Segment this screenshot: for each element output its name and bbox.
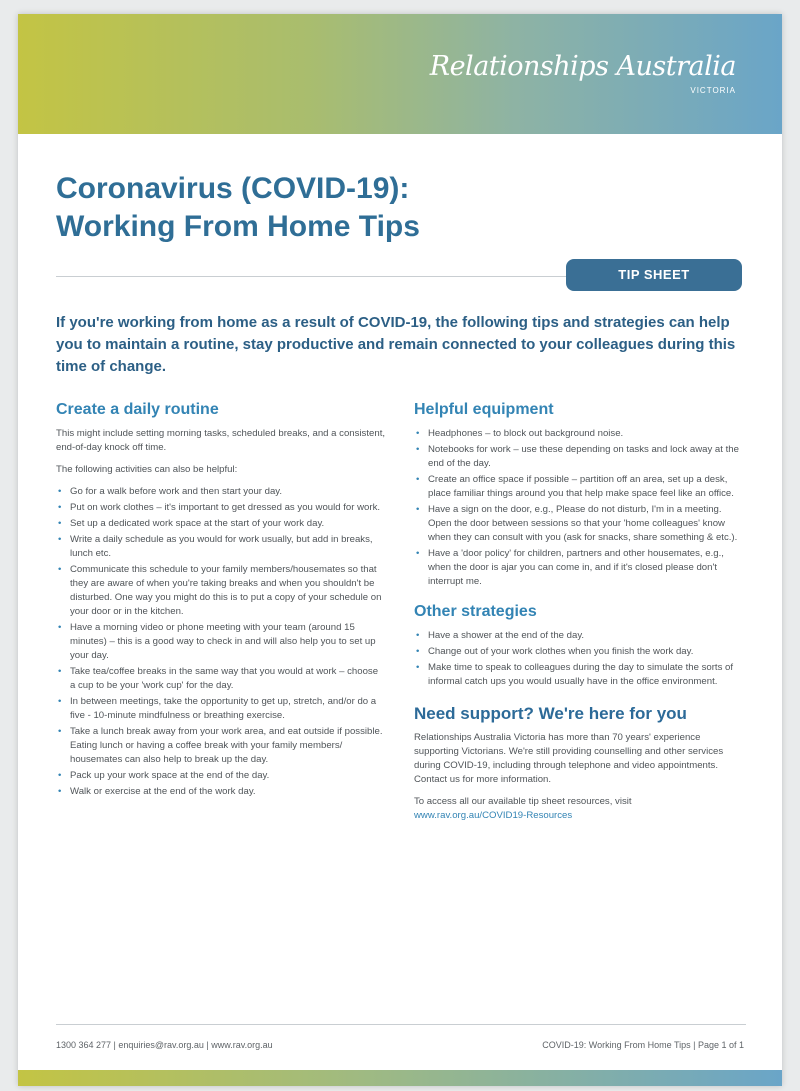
resources-paragraph (414, 795, 744, 823)
intro-paragraph: If you're working from home as a result of COVID-19, the following tips and strategies can help you to maintain a routine, stay productive and remain connected to your colleagues during this time of change. (56, 314, 736, 375)
list-item: • Walk or exercise at the end of the work day. (56, 785, 386, 799)
list-item: • Make time to speak to colleagues during the day to simulate the sorts of informal catch ups you would usually have in the office environment. (414, 661, 744, 689)
footer-band (18, 1070, 782, 1086)
list-item: • Change out of your work clothes when you finish the work day. (414, 645, 744, 659)
footer-divider (56, 1024, 746, 1025)
list-item: • Have a morning video or phone meeting with your team (around 15 minutes) – this is a good way to check in and will also help you to set up your day. (56, 621, 386, 663)
document-page (18, 14, 782, 1086)
list-item: • Take tea/coffee breaks in the same way that you would at work – choose a cup to be your 'work cup' for the day. (56, 665, 386, 693)
footer-contact: 1300 364 277 | enquiries@rav.org.au | www.rav.org.au (56, 1040, 273, 1050)
equipment-heading: Helpful equipment (414, 401, 554, 418)
list-item: • Go for a walk before work and then start your day. (56, 485, 386, 499)
title-line-2: Working From Home Tips (56, 210, 420, 243)
list-item: • Headphones – to block out background noise. (414, 427, 744, 441)
right-column (414, 399, 744, 831)
title-divider (56, 276, 566, 277)
list-item: • Notebooks for work – use these depending on tasks and lock away at the end of the day. (414, 443, 744, 471)
list-item: • Have a shower at the end of the day. (414, 629, 744, 643)
routine-lead-in: The following activities can also be helpful: (56, 464, 238, 475)
page-title (56, 170, 656, 246)
list-item: • Take a lunch break away from your work area, and eat outside if possible. Eating lunch or having a coffee break with your family members/ housemates can also help to break up the day. (56, 725, 386, 767)
list-item: • Write a daily schedule as you would for work usually, but add in breaks, lunch etc. (56, 533, 386, 561)
routine-list (56, 485, 386, 799)
title-line-1: Coronavirus (COVID-19): (56, 172, 410, 205)
list-item: • Create an office space if possible – partition off an area, set up a desk, place familiar things around you that help make space feel like an office. (414, 473, 744, 501)
left-column (56, 399, 386, 809)
list-item: • Set up a dedicated work space at the start of your work day. (56, 517, 386, 531)
strategies-list (414, 629, 744, 689)
footer-page-info: COVID-19: Working From Home Tips | Page 1 of 1 (542, 1040, 744, 1050)
support-paragraph: Relationships Australia Victoria has more than 70 years' experience supporting Victorians. We're still providing counselling and other services during COVID-19, including through telephone and video appointments. Contact us for more information. (414, 732, 724, 785)
header-banner (18, 14, 782, 134)
logo-subtitle: VICTORIA (690, 86, 736, 95)
list-item: • Put on work clothes – it's important to get dressed as you would for work. (56, 501, 386, 515)
equipment-list (414, 427, 744, 589)
list-item: • In between meetings, take the opportunity to get up, stretch, and/or do a five - 10-minute mindfulness or breathing exercise. (56, 695, 386, 723)
list-item: • Pack up your work space at the end of the day. (56, 769, 386, 783)
resources-text: To access all our available tip sheet resources, visit (414, 796, 632, 807)
logo-wordmark: Relationships Australia (429, 51, 736, 82)
relationships-australia-logo (430, 52, 736, 95)
list-item: • Communicate this schedule to your family members/housemates so that they are aware of when you're taking breaks and when you shouldn't be disturbed. One way you might do this is to put a copy of your schedule on your door or in the kitchen. (56, 563, 386, 619)
support-heading: Need support? We're here for you (414, 704, 687, 723)
routine-intro: This might include setting morning tasks, scheduled breaks, and a consistent, end-of-day knock off time. (56, 428, 386, 453)
routine-heading: Create a daily routine (56, 401, 219, 418)
list-item: • Have a 'door policy' for children, partners and other housemates, e.g., when the door is ajar you can come in, and if it's closed please don't interrupt me. (414, 547, 744, 589)
tip-sheet-badge: TIP SHEET (566, 259, 742, 291)
list-item: • Have a sign on the door, e.g., Please do not disturb, I'm in a meeting. Open the door between sessions so that your 'home colleagues' know when they can consult with you (ask for snacks, share something & etc.). (414, 503, 744, 545)
resources-link[interactable]: www.rav.org.au/COVID19-Resources (414, 810, 573, 821)
strategies-heading: Other strategies (414, 603, 537, 620)
